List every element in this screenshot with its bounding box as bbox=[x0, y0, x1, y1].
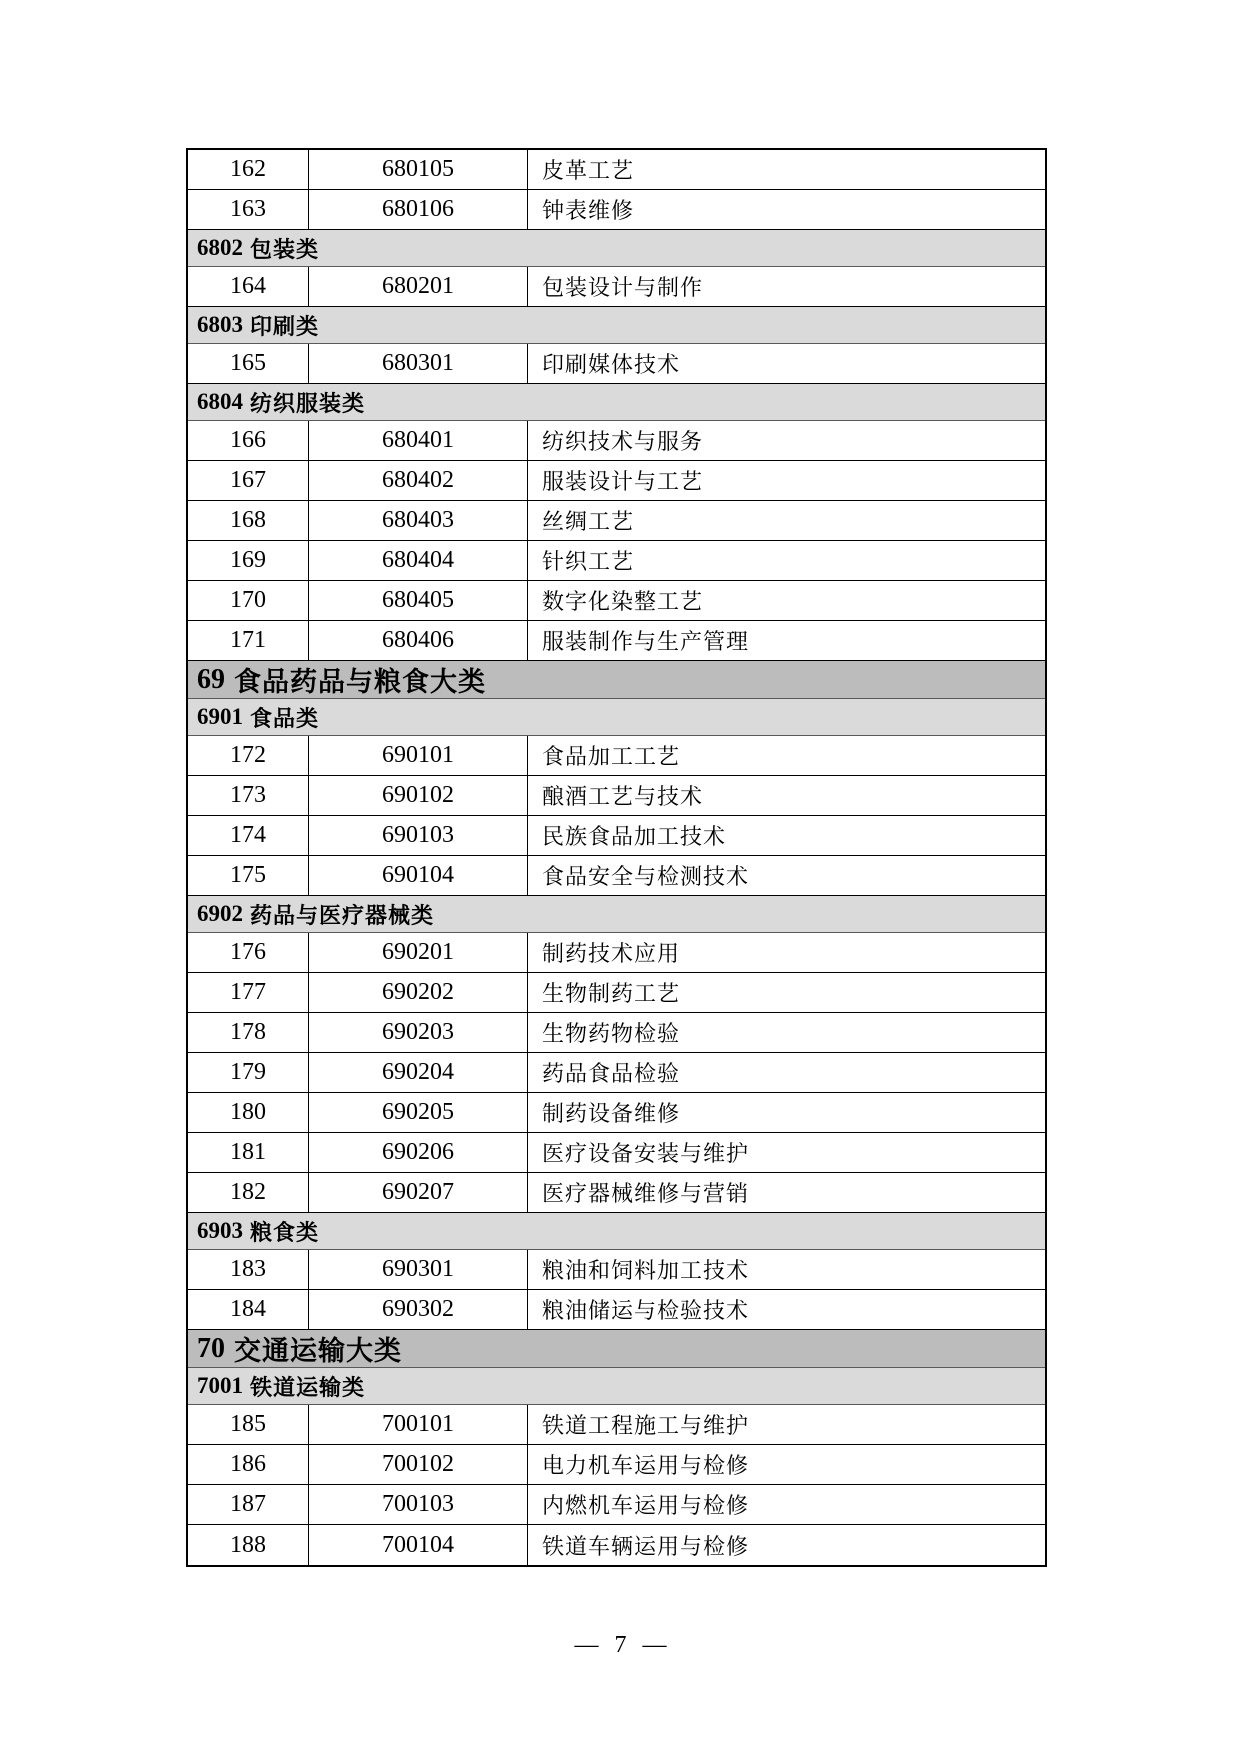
major-code-cell: 690104 bbox=[309, 856, 528, 895]
major-seq-cell: 166 bbox=[188, 421, 309, 460]
major-name-cell: 制药设备维修 bbox=[542, 1101, 681, 1126]
major-code-cell: 680106 bbox=[309, 190, 528, 229]
page-number: — 7 — bbox=[574, 1632, 667, 1658]
major-row bbox=[188, 1525, 1045, 1565]
major-code-cell: 700102 bbox=[309, 1445, 528, 1484]
major-code-cell: 680406 bbox=[309, 621, 528, 660]
major-name-cell: 电力机车运用与检修 bbox=[542, 1453, 750, 1478]
subcategory-header-row bbox=[188, 1213, 1045, 1250]
major-code-cell: 690204 bbox=[309, 1053, 528, 1092]
major-name-cell: 印刷媒体技术 bbox=[542, 352, 681, 377]
major-code-cell: 700103 bbox=[309, 1485, 528, 1524]
major-code-cell: 680403 bbox=[309, 501, 528, 540]
major-name-cell: 服装设计与工艺 bbox=[542, 469, 704, 494]
section-code: 6903 bbox=[197, 1218, 243, 1243]
major-name-cell: 食品加工工艺 bbox=[542, 744, 681, 769]
major-row bbox=[188, 1405, 1045, 1445]
section-name: 粮食类 bbox=[250, 1219, 320, 1245]
major-name-cell: 内燃机车运用与检修 bbox=[542, 1493, 750, 1518]
major-name-cell: 数字化染整工艺 bbox=[542, 589, 704, 614]
major-row bbox=[188, 190, 1045, 230]
major-row bbox=[188, 856, 1045, 896]
major-seq-cell: 186 bbox=[188, 1445, 309, 1484]
major-name-cell: 生物制药工艺 bbox=[542, 981, 681, 1006]
major-seq-cell: 170 bbox=[188, 581, 309, 620]
major-row bbox=[188, 776, 1045, 816]
major-row bbox=[188, 1445, 1045, 1485]
major-code-cell: 690302 bbox=[309, 1290, 528, 1329]
major-row bbox=[188, 501, 1045, 541]
major-code-cell: 680401 bbox=[309, 421, 528, 460]
major-name-cell: 纺织技术与服务 bbox=[542, 429, 704, 454]
section-code: 7001 bbox=[197, 1373, 243, 1398]
major-name-cell: 食品安全与检测技术 bbox=[542, 864, 750, 889]
major-row bbox=[188, 1485, 1045, 1525]
major-name-cell: 民族食品加工技术 bbox=[542, 824, 727, 849]
major-seq-cell: 173 bbox=[188, 776, 309, 815]
section-name: 印刷类 bbox=[250, 313, 320, 339]
section-code: 6803 bbox=[197, 312, 243, 337]
major-name-cell: 针织工艺 bbox=[542, 549, 635, 574]
major-name-cell: 皮革工艺 bbox=[542, 158, 635, 183]
major-row bbox=[188, 1250, 1045, 1290]
section-name: 食品药品与粮食大类 bbox=[234, 667, 486, 697]
major-row bbox=[188, 1133, 1045, 1173]
major-row bbox=[188, 581, 1045, 621]
major-code-cell: 690101 bbox=[309, 736, 528, 775]
major-seq-cell: 183 bbox=[188, 1250, 309, 1289]
major-row bbox=[188, 461, 1045, 501]
major-code-cell: 690207 bbox=[309, 1173, 528, 1212]
major-seq-cell: 185 bbox=[188, 1405, 309, 1444]
major-row bbox=[188, 1053, 1045, 1093]
major-code-cell: 680404 bbox=[309, 541, 528, 580]
section-name: 包装类 bbox=[250, 236, 320, 262]
major-seq-cell: 171 bbox=[188, 621, 309, 660]
major-name-cell: 酿酒工艺与技术 bbox=[542, 784, 704, 809]
major-code-cell: 690201 bbox=[309, 933, 528, 972]
major-name-cell: 铁道工程施工与维护 bbox=[542, 1413, 750, 1438]
major-seq-cell: 174 bbox=[188, 816, 309, 855]
major-seq-cell: 172 bbox=[188, 736, 309, 775]
major-seq-cell: 179 bbox=[188, 1053, 309, 1092]
major-seq-cell: 176 bbox=[188, 933, 309, 972]
major-name-cell: 制药技术应用 bbox=[542, 941, 681, 966]
major-code-cell: 690103 bbox=[309, 816, 528, 855]
major-code-cell: 700101 bbox=[309, 1405, 528, 1444]
major-code-cell: 690206 bbox=[309, 1133, 528, 1172]
section-name: 交通运输大类 bbox=[234, 1336, 402, 1366]
major-seq-cell: 182 bbox=[188, 1173, 309, 1212]
major-row bbox=[188, 973, 1045, 1013]
major-row bbox=[188, 736, 1045, 776]
section-code: 6802 bbox=[197, 235, 243, 260]
major-name-cell: 包装设计与制作 bbox=[542, 275, 704, 300]
subcategory-header-row bbox=[188, 307, 1045, 344]
major-row bbox=[188, 150, 1045, 190]
major-code-cell: 680301 bbox=[309, 344, 528, 383]
major-row bbox=[188, 541, 1045, 581]
major-code-cell: 680201 bbox=[309, 267, 528, 306]
section-code: 6804 bbox=[197, 389, 243, 414]
major-code-cell: 680402 bbox=[309, 461, 528, 500]
major-row bbox=[188, 1093, 1045, 1133]
major-row bbox=[188, 267, 1045, 307]
major-row bbox=[188, 421, 1045, 461]
major-code-cell: 690301 bbox=[309, 1250, 528, 1289]
major-code-cell: 690205 bbox=[309, 1093, 528, 1132]
major-name-cell: 粮油和饲料加工技术 bbox=[542, 1258, 750, 1283]
major-seq-cell: 184 bbox=[188, 1290, 309, 1329]
major-code-cell: 690202 bbox=[309, 973, 528, 1012]
major-name-cell: 丝绸工艺 bbox=[542, 509, 635, 534]
major-name-cell: 药品食品检验 bbox=[542, 1061, 681, 1086]
section-name: 食品类 bbox=[250, 705, 320, 731]
major-row bbox=[188, 1290, 1045, 1330]
major-row bbox=[188, 344, 1045, 384]
major-row bbox=[188, 621, 1045, 661]
major-row bbox=[188, 816, 1045, 856]
major-row bbox=[188, 933, 1045, 973]
section-name: 铁道运输类 bbox=[250, 1374, 366, 1400]
major-seq-cell: 187 bbox=[188, 1485, 309, 1524]
subcategory-header-row bbox=[188, 699, 1045, 736]
major-row bbox=[188, 1013, 1045, 1053]
major-code-cell: 690102 bbox=[309, 776, 528, 815]
majors-table bbox=[186, 148, 1047, 1567]
major-seq-cell: 168 bbox=[188, 501, 309, 540]
subcategory-header-row bbox=[188, 1368, 1045, 1405]
major-seq-cell: 177 bbox=[188, 973, 309, 1012]
major-name-cell: 铁道车辆运用与检修 bbox=[542, 1533, 750, 1559]
major-code-cell: 680105 bbox=[309, 150, 528, 189]
major-seq-cell: 169 bbox=[188, 541, 309, 580]
major-seq-cell: 178 bbox=[188, 1013, 309, 1052]
major-seq-cell: 167 bbox=[188, 461, 309, 500]
subcategory-header-row bbox=[188, 230, 1045, 267]
major-code-cell: 690203 bbox=[309, 1013, 528, 1052]
major-seq-cell: 188 bbox=[188, 1525, 309, 1565]
section-code: 6901 bbox=[197, 704, 243, 729]
major-seq-cell: 175 bbox=[188, 856, 309, 895]
major-name-cell: 医疗设备安装与维护 bbox=[542, 1141, 750, 1166]
section-name: 药品与医疗器械类 bbox=[250, 902, 435, 928]
major-seq-cell: 165 bbox=[188, 344, 309, 383]
major-name-cell: 医疗器械维修与营销 bbox=[542, 1181, 750, 1206]
major-seq-cell: 162 bbox=[188, 150, 309, 189]
major-row bbox=[188, 1173, 1045, 1213]
major-name-cell: 服装制作与生产管理 bbox=[542, 629, 750, 654]
major-code-cell: 680405 bbox=[309, 581, 528, 620]
section-code: 69 bbox=[197, 663, 225, 695]
subcategory-header-row bbox=[188, 384, 1045, 421]
major-name-cell: 粮油储运与检验技术 bbox=[542, 1298, 750, 1323]
section-name: 纺织服装类 bbox=[250, 390, 366, 416]
major-name-cell: 钟表维修 bbox=[542, 198, 635, 223]
category-group-header-row bbox=[188, 661, 1045, 699]
category-group-header-row bbox=[188, 1330, 1045, 1368]
major-code-cell: 700104 bbox=[309, 1525, 528, 1565]
subcategory-header-row bbox=[188, 896, 1045, 933]
section-code: 6902 bbox=[197, 901, 243, 926]
major-name-cell: 生物药物检验 bbox=[542, 1021, 681, 1046]
major-seq-cell: 163 bbox=[188, 190, 309, 229]
major-seq-cell: 180 bbox=[188, 1093, 309, 1132]
major-seq-cell: 164 bbox=[188, 267, 309, 306]
major-seq-cell: 181 bbox=[188, 1133, 309, 1172]
section-code: 70 bbox=[197, 1332, 225, 1364]
